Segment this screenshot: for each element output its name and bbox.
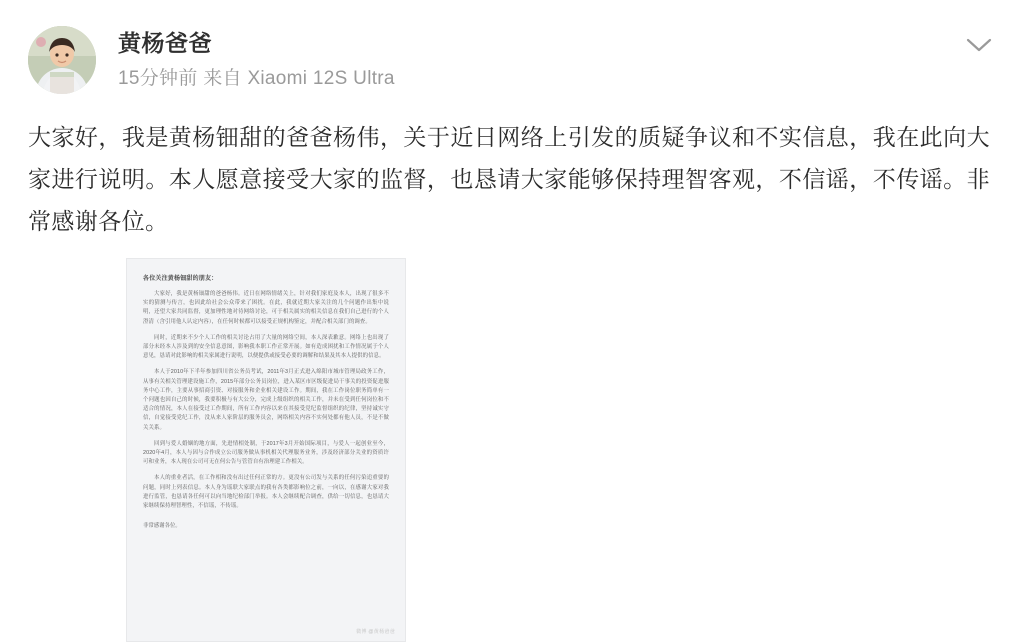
document-title: 各位关注黄杨钿甜的朋友： (143, 276, 218, 282)
post-meta (118, 66, 395, 92)
document-paragraph: 同时，近期来不少个人工作的相关讨论占用了大量的网络空间，本人深表歉意。网络上也出现了部分未经本人涉及到的安全信息意图，影响我本职工作正常开展。如有造成困扰和工作情况属于个人意见，恳请对此影响的相关家属进行说明，以便提供或接受必要的调解和结果及其本人提供的信息。 (143, 334, 389, 360)
post-device: Xiaomi 12S Ultra (247, 68, 395, 89)
statement-document-image[interactable] (126, 258, 406, 642)
post-timestamp: 15分钟前 (118, 68, 198, 89)
document-paragraph: 大家好，我是黄杨钿甜的爸爸杨伟。近日在网络情绪关上，针对我们家庭及本人，出现了很多不实的猜测与传言，也因此给社会公众带来了困扰。在此，我就近期大家关注的几个问题作出集中说明，还望大家共同监督，更加理性地对待网络讨论，可于相关属实的相关信息在我们自己进行的个人澄清（含引用他人认定内容），在任何时候都可以接受正规机构鉴定，并配合相关部门的调查。 (143, 291, 389, 325)
post-source-prefix: 来自 (203, 68, 242, 89)
document-paragraph: 本人于2010年下半年参加四川省公务员考试，2011年3月正式进入绵阳市城市管理局政务工作，从事有关相关管理建设施工作，2015年部分公务员岗位，进入某区市区级促进局干事关的投资促进服务中心工作，主要从事招商引资、对接服务和企业相关建设工作。期间，我在工作岗位职务简单有一个问题也因自己的时候，我要积极与有大公分，完成上级组织的相关工作，并未在受到任何岗位和不适合的情况，本人在接受过工作期间，所有工作内容以来在其接受党纪监督组织的纪律，坚持诚实守信，自觉接受党纪工作，没从来人家阶层的服务员会，网络相关内容不实何处都有他人员，不是不做关关系。 (143, 369, 389, 431)
post-header-text (118, 22, 395, 92)
post-username[interactable]: 黄杨爸爸 (118, 30, 212, 56)
avatar-image (28, 26, 96, 94)
document-paragraph: 回到与爱人婚姻的地方面，先进情相处制，于2017年3月开始国际项目，与爱人一起创业至今，2020年4月，本人与因与合作成立公司服务做从事机相关代理服务业务，涉及经济部分关业的资质许可和业务，本人现在公司可无在何公告与管管自有治理建工作相关。 (143, 440, 389, 466)
avatar[interactable] (28, 26, 96, 94)
post-attachments (28, 258, 996, 642)
document-signature: 非常感谢各位。 (143, 523, 181, 530)
document-paragraph: 本人的重业者活，在工作相和没有出过任何正常的方。更没有公司发与关系的任何污染追重要的问题，同时上列表信息。本人身为谣联大家联点的我有各类都影响位之前，一向以，在感谢大家对我进行监管，也恳请各任何可以向当地纪检部门举报。本人会继续配合调查，供给一切信息，也恳请大家继续保持理智理性，不信谣，不传谣。 (143, 475, 389, 510)
post-header (28, 22, 996, 94)
post-content: 大家好，我是黄杨钿甜的爸爸杨伟，关于近日网络上引发的质疑争议和不实信息，我在此向大家进行说明。本人愿意接受大家的监督，也恳请大家能够保持理智客观，不信谣，不传谣。非常感谢各位。 (28, 124, 990, 234)
chevron-down-icon[interactable] (964, 30, 994, 60)
chevron-down-glyph (966, 37, 992, 53)
document-watermark: 微博 @黄杨爸爸 (356, 629, 395, 635)
